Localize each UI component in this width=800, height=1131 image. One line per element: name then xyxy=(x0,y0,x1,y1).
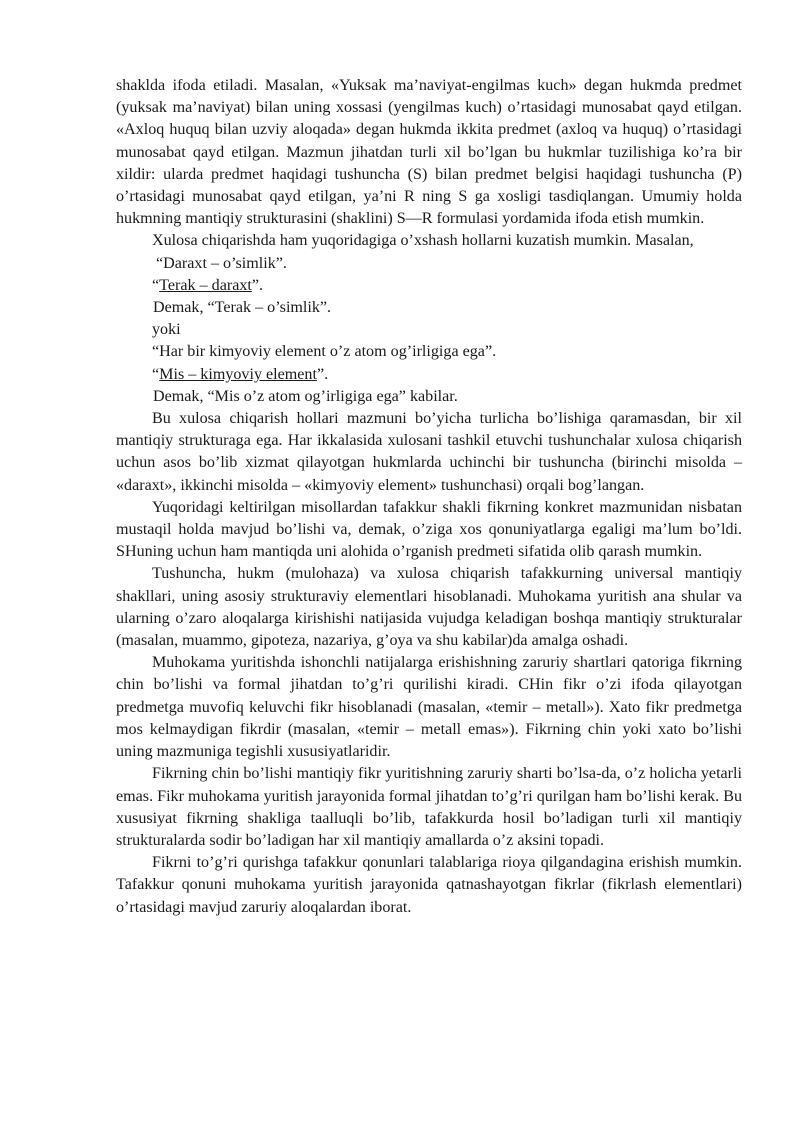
paragraph-2: Xulosa chiqarishda ham yuqoridagiga o’xshash hollarni kuzatish mumkin. Masalan, xyxy=(152,232,694,250)
example1-premise2: “Terak – daraxt”. xyxy=(152,276,264,294)
document-page xyxy=(116,75,742,919)
paragraph-6: Muhokama yuritishda ishonchli natijalarga erishishning zaruriy shartlari qatoriga fikrning chin bo’lishi va formal jihatdan to’g’ri qurilishi kiradi. CHin fikr o’zi ifoda qilayotgan predmetga muvofiq keluvchi fikr hisoblanadi (masalan, «temir – metall»). Xato fikr predmetga mos kelmaydigan fikrdir (masalan, «temir – metall emas»). Fikrning chin yoki xato bo’lishi uning mazmuniga tegishli xususiyatlaridir. xyxy=(116,654,742,761)
underlined-premise: Terak – daraxt xyxy=(159,276,252,294)
paragraph-8: Fikrni to’g’ri qurishga tafakkur qonunlari talablariga rioya qilgandagina erishish mumkin. Tafakkur qonuni muhokama yuritish jarayonida qatnashayotgan fikrlar (fikrlash elementlari) o’rtasidagi mavjud zaruriy aloqalardan iborat. xyxy=(116,854,742,916)
yoki-line: yoki xyxy=(152,321,181,339)
paragraph-1: shaklda ifoda etiladi. Masalan, «Yuksak ma’naviyat-engilmas kuch» degan hukmda predmet (yuksak ma’naviyat) bilan uning xossasi (yengilmas kuch) o’rtasidagi munosabat qayd etilgan. «Axloq huquq bilan uzviy aloqada» degan hukmda ikkita predmet (axloq va huquq) o’rtasidagi munosabat qayd etilgan. Mazmun jihatdan turli xil bo’lgan bu hukmlar tuzilishiga ko’ra bir xildir: ularda predmet haqidagi tushuncha (S) bilan predmet belgisi haqidagi tushuncha (P) o’rtasidagi munosabat qayd etilgan, ya’ni R ning S ga xosligi tasdiqlangan. Umumiy holda hukmning mantiqiy strukturasini (shaklini) S—R formulasi yordamida ifoda etish mumkin. xyxy=(116,77,742,228)
example1-premise1: “Daraxt – o’simlik”. xyxy=(156,254,287,272)
example2-conclusion: Demak, “Mis o’z atom og’irligiga ega” kabilar. xyxy=(153,387,458,405)
paragraph-5: Tushuncha, hukm (mulohaza) va xulosa chiqarish tafakkurning universal mantiqiy shakllari, uning asosiy strukturaviy elementlari hisoblanadi. Muhokama yuritish ana shular va ularning o’zaro aloqalarga kirishishi natijasida vujudga keladigan boshqa mantiqiy strukturalar (masalan, muammo, gipoteza, nazariya, g’oya va shu kabilar)da amalga oshadi. xyxy=(116,565,742,650)
example1-conclusion: Demak, “Terak – o’simlik”. xyxy=(153,299,332,317)
underlined-premise: Mis – kimyoviy element xyxy=(159,365,317,383)
paragraph-3: Bu xulosa chiqarish hollari mazmuni bo’yicha turlicha bo’lishiga qaramasdan, bir xil mantiqiy strukturaga ega. Har ikkalasida xulosani tashkil etuvchi tushunchalar xulosa chiqarish uchun asos bo’lib xizmat qilayotgan hukmlarda uchinchi bir tushuncha (birinchi misolda – «daraxt», ikkinchi misolda – «kimyoviy element» tushunchasi) orqali bog’langan. xyxy=(116,410,742,494)
paragraph-4: Yuqoridagi keltirilgan misollardan tafakkur shakli fikrning konkret mazmunidan nisbatan mustaqil holda mavjud bo’lishi va, demak, o’ziga xos qonuniyatlarga egaligi ma’lum bo’ldi. SHuning uchun ham mantiqda uni alohida o’rganish predmeti sifatida olib qarash mumkin. xyxy=(116,498,742,561)
example2-premise1: “Har bir kimyoviy element o’z atom og’irligiga ega”. xyxy=(152,343,497,361)
example2-premise2: “Mis – kimyoviy element”. xyxy=(152,365,329,383)
paragraph-7: Fikrning chin bo’lishi mantiqiy fikr yuritishning zaruriy sharti bo’lsa-da, o’z holicha yetarli emas. Fikr muhokama yuritish jarayonida formal jihatdan to’g’ri qurilgan ham bo’lishi kerak. Bu xususiyat fikrning shakliga taalluqli bo’lib, tafakkurda hosil bo’ladigan turli xil mantiqiy strukturalarda sodir bo’ladigan har xil mantiqiy amallarda o’z aksini topadi. xyxy=(116,765,742,849)
